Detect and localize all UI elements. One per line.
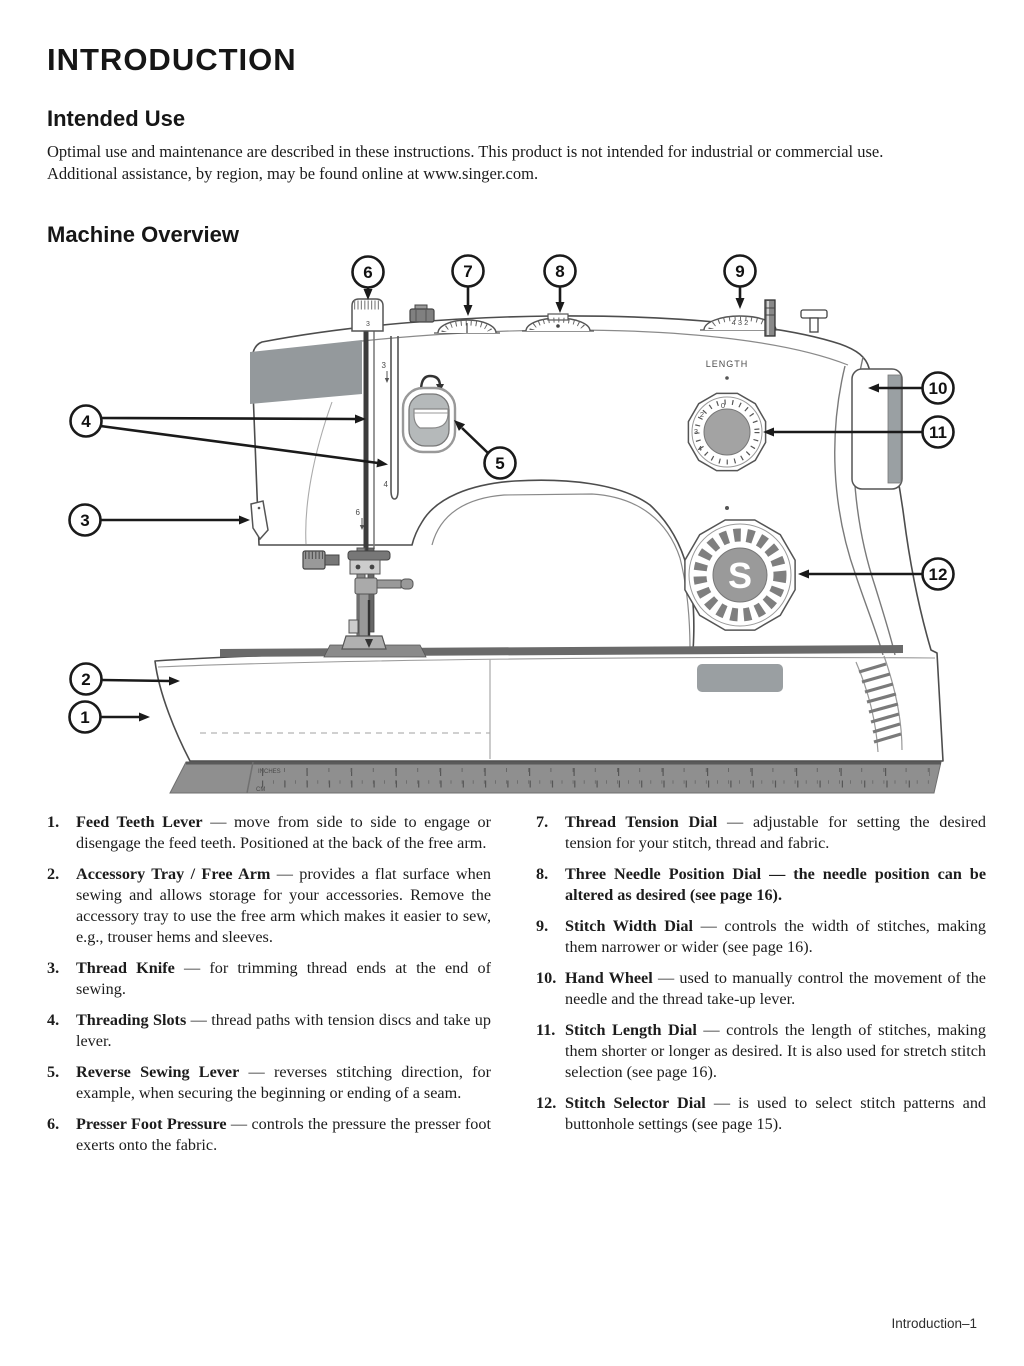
svg-text:4: 4: [81, 412, 91, 431]
svg-text:1: 1: [80, 708, 90, 727]
part-desc: — provides a flat surface when sewing and allows storage for your accessories. Remove the accessory tray to use the free arm which makes it easier to sew, e.g., trouser hems and sleeves.: [76, 865, 491, 946]
part-name: Reverse Sewing Lever: [76, 1063, 240, 1081]
base-plate-ruler: [170, 762, 941, 793]
length-mark-4: 4: [697, 444, 703, 453]
list-item-10: 10. Hand Wheel — used to manually control the movement of the needle and the thread take-up lever.: [536, 969, 986, 1008]
page-title: INTRODUCTION: [47, 42, 297, 77]
list-item-3: 3. Thread Knife — for trimming thread ends at the end of sewing.: [47, 959, 492, 998]
part-desc: — controls the pressure the presser foot exerts onto the fabric.: [76, 1115, 491, 1154]
part-name: Stitch Width Dial: [565, 917, 693, 935]
parts-list-left-column: [47, 812, 491, 1166]
part-desc: — move from side to side to engage or disengage the feed teeth. Positioned at the back of the free arm.: [76, 813, 491, 852]
callout-10: [923, 373, 954, 404]
list-item-6: 6. Presser Foot Pressure — controls the pressure the presser foot exerts onto the fabric.: [47, 1115, 491, 1154]
svg-text:11: 11: [929, 423, 947, 442]
page-footer: Introduction–1: [891, 1316, 977, 1331]
part-desc: — adjustable for setting the desired tension for your stitch, thread and fabric.: [565, 813, 987, 852]
callout-7: [453, 256, 484, 287]
list-item-12: 12. Stitch Selector Dial — is used to select stitch patterns and buttonhole settings (see page 15).: [536, 1094, 987, 1133]
part-desc: — the needle position can be altered as desired (see page 16).: [565, 865, 986, 904]
callout-9: [725, 256, 756, 287]
part-desc: — is used to select stitch patterns and buttonhole settings (see page 15).: [565, 1094, 987, 1133]
callout-1: [70, 702, 101, 733]
guide-mark-3: 3: [381, 361, 386, 370]
part-name: Hand Wheel: [565, 969, 653, 987]
bobbin-winder: [801, 310, 827, 332]
top-small-part: [410, 305, 434, 322]
callout-5: [485, 448, 516, 479]
svg-text:6: 6: [363, 263, 373, 282]
presser-foot-pressure-knob: [352, 299, 383, 331]
machine-overview-heading: Machine Overview: [47, 222, 239, 247]
width-dial-marks: 4 3 2: [731, 318, 749, 327]
model-label-plate: [697, 664, 783, 692]
list-item-11: 11. Stitch Length Dial — controls the length of stitches, making them shorter or longer as desired. It is also used for stretch stitch selection (see page 16).: [536, 1021, 986, 1081]
callout-12: [923, 559, 954, 590]
part-name: Stitch Selector Dial: [565, 1094, 706, 1112]
length-label: LENGTH: [705, 359, 749, 369]
svg-text:8: 8: [555, 262, 565, 281]
list-item-8: 8. Three Needle Position Dial — the needle position can be altered as desired (see page 16).: [536, 865, 986, 904]
svg-text:5: 5: [495, 454, 505, 473]
callout-6: [353, 257, 384, 288]
length-mark-2: 2: [699, 410, 705, 419]
list-item-1: 1. Feed Teeth Lever — move from side to side to engage or disengage the feed teeth. Positioned at the back of the free arm.: [47, 813, 491, 852]
ruler-inches-label: INCHES: [258, 769, 281, 775]
part-name: Stitch Length Dial: [565, 1021, 697, 1039]
callout-3: [70, 505, 101, 536]
list-item-2: 2. Accessory Tray / Free Arm — provides a flat surface when sewing and allows storage for your accessories. Remove the accessory tray to use the free arm which makes it easier to sew, e.g., trouser hems and sleeves.: [47, 865, 491, 946]
svg-text:2: 2: [81, 670, 91, 689]
length-mark-0: 0: [720, 401, 726, 410]
part-name: Accessory Tray / Free Arm: [76, 865, 271, 883]
list-item-5: 5. Reverse Sewing Lever — reverses stitching direction, for example, when securing the beginning or ending of a seam.: [47, 1063, 491, 1102]
dial-separator-dot: [725, 506, 729, 510]
part-name: Three Needle Position Dial: [565, 865, 762, 883]
callout-2: [71, 664, 102, 695]
stitch-selector-dial: [685, 520, 795, 630]
part-desc: — for trimming thread ends at the end of sewing.: [76, 959, 492, 998]
part-name: Feed Teeth Lever: [76, 813, 203, 831]
parts-list-right-column: [536, 812, 986, 1145]
part-name: Thread Knife: [76, 959, 175, 977]
spool-pin: [765, 300, 775, 336]
svg-text:12: 12: [928, 565, 948, 584]
svg-text:7: 7: [463, 262, 473, 281]
list-item-7: 7. Thread Tension Dial — adjustable for setting the desired tension for your stitch, thread and fabric.: [536, 813, 987, 852]
part-name: Thread Tension Dial: [565, 813, 718, 831]
svg-text:9: 9: [735, 262, 745, 281]
callout-8: [545, 256, 576, 287]
svg-text:3: 3: [80, 511, 90, 530]
needle-assembly: [303, 548, 413, 649]
callout-4: [71, 406, 102, 437]
callout-11: [923, 417, 954, 448]
part-name: Presser Foot Pressure: [76, 1115, 227, 1133]
part-desc: — controls the length of stitches, making them shorter or longer as desired. It is also used for stretch stitch selection (see page 16).: [565, 1021, 986, 1081]
part-desc: — used to manually control the movement of the needle and the thread take-up lever.: [565, 969, 986, 1008]
length-mark-3: 3: [693, 427, 699, 436]
list-item-4: 4. Threading Slots — thread paths with tension discs and take up lever.: [47, 1011, 491, 1050]
intended-use-heading: Intended Use: [47, 106, 186, 131]
ruler-cm-label: CM: [256, 787, 266, 793]
guide-mark-4: 4: [383, 480, 388, 489]
guide-mark-6: 6: [355, 508, 360, 517]
part-desc: — thread paths with tension discs and take up lever.: [76, 1011, 491, 1050]
svg-text:10: 10: [928, 379, 948, 398]
part-desc: — controls the width of stitches, making them narrower or wider (see page 16).: [565, 917, 986, 956]
intended-use-paragraph: Optimal use and maintenance are described in these instructions. This product is not intended for industrial or commercial use. Additional assistance, by region, may be found online at www.singer.com.: [47, 142, 884, 183]
part-name: Threading Slots: [76, 1011, 187, 1029]
part-desc: — reverses stitching direction, for example, when securing the beginning or ending of a seam.: [76, 1063, 491, 1102]
list-item-9: 9. Stitch Width Dial — controls the width of stitches, making them narrower or wider (see page 16).: [536, 917, 986, 956]
pressure-knob-mark: 3: [366, 321, 370, 328]
brand-s-logo: S: [727, 555, 753, 596]
